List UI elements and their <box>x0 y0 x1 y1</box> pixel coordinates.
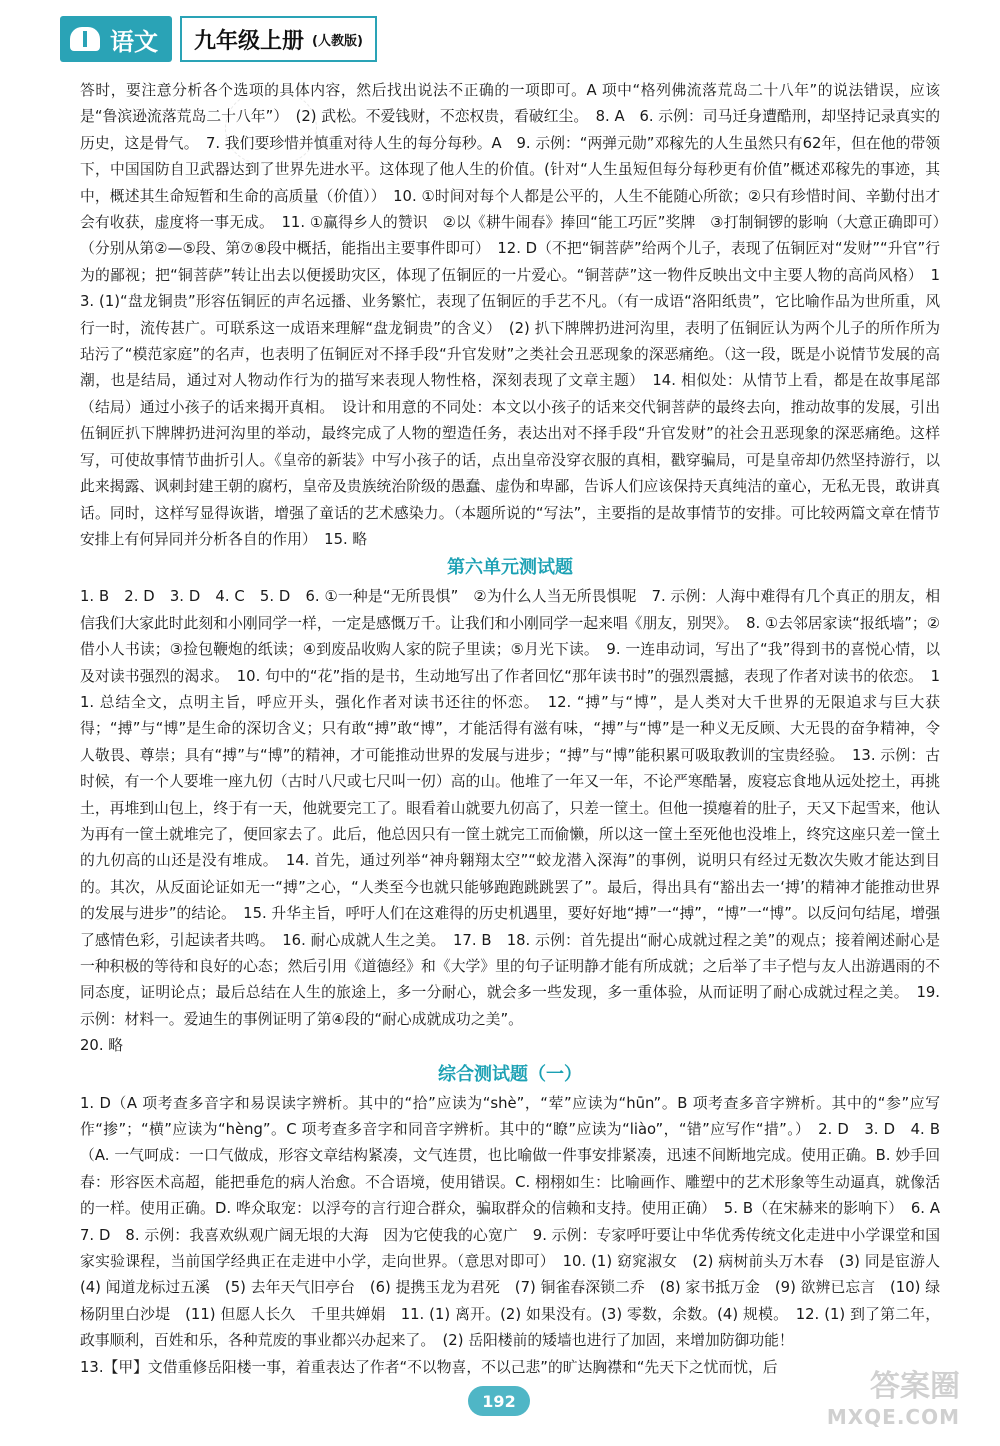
page-number: 192 <box>468 1386 530 1416</box>
answer-paragraph: 20. 略 <box>80 1037 124 1055</box>
watermark-url: MXQE.COM <box>826 1405 960 1429</box>
subject-badge <box>60 16 172 62</box>
answer-paragraph: 答时，要注意分析各个选项的具体内容，然后找出说法不正确的一项即可。A 项中“格列佛流落荒岛二十八年”的说法错误，应该是“鲁滨逊流落荒岛二十八年”） (2) 武松。不爱钱财，不恋权贵，看破红尘。 8. A 6. 示例：司马迁身遭酷刑，却坚持记录真实的历史，这是骨气。 7. 我们要珍惜并慎重对待人生的每分每秒。A 9. 示例：“两弹元勋”邓稼先的人生虽然只有62年，但在他的带领下，中国国防自卫武器达到了世界先进水平。这体现了他人生的价值。(针对“人生虽短但每分每秒更有价值”概述邓稼先的事迹，其中，概述其生命短暂和生命的高质量（价值）） 10. ①时间对每个人都是公平的，人生不能随心所欲；②只有珍惜时间、辛勤付出才会有收获，虚度将一事无成。 11. ①赢得乡人的赞识 ②以《耕牛闹春》捧回“能工巧匠”奖牌 ③打制铜锣的影响（大意正确即可）（分别从第②—⑤段、第⑦⑧段中概括，能指出主要事件即可） 12. D（不把“铜菩萨”给两个儿子，表现了伍铜匠对“发财”“升官”行为的鄙视；把“铜菩萨”转让出去以便援助灾区，体现了伍铜匠的一片爱心。“铜菩萨”这一物件反映出文中主要人物的高尚风格） 13. (1)“盘龙铜贵”形容伍铜匠的声名远播、业务繁忙，表现了伍铜匠的手艺不凡。（有一成语“洛阳纸贵”，它比喻作品为世所重，风行一时，流传甚广。可联系这一成语来理解“盘龙铜贵”的含义） (2) 扒下牌牌扔进河沟里，表明了伍铜匠认为两个儿子的所作所为玷污了“模范家庭”的名声，也表明了伍铜匠对不择手段“升官发财”之类社会丑恶现象的深恶痛绝。（这一段，既是小说情节发展的高潮，也是结局，通过对人物动作行为的描写来表现人物性格，深刻表现了文章主题） 14. 相似处：从情节上看，都是在故事尾部（结局）通过小孩子的话来揭开真相。 设计和用意的不同处：本文以小孩子的话来交代铜菩萨的最终去向，推动故事的发展，引出伍铜匠扒下牌牌扔进河沟里的举动，最终完成了人物的塑造任务，表达出对不择手段“升官发财”的社会丑恶现象的深恶痛绝。这样写，可使故事情节曲折引人。《皇帝的新装》中写小孩子的话，点出皇帝没穿衣服的真相，戳穿骗局，可是皇帝却仍然坚持游行，以此来揭露、讽刺封建王朝的腐朽，皇帝及贵族统治阶级的愚蠢、虚伪和卑鄙，告诉人们应该保持天真纯洁的童心，无私无畏，敢讲真话。同时，这样写显得诙谐，增强了童话的艺术感染力。（本题所说的“写法”，主要指的是故事情节的安排。可比较两篇文章在情节安排上有何异同并分析各自的作用） 15. 略 <box>80 82 940 548</box>
grade-label: 九年级上册 <box>194 28 305 54</box>
answer-content <box>80 78 955 1381</box>
book-icon <box>70 27 100 51</box>
site-watermark <box>826 1369 960 1432</box>
watermark-title: 答案圈 <box>870 1369 960 1404</box>
section-title-unit6: 第六单元测试题 <box>447 557 573 579</box>
answer-paragraph: 1. B 2. D 3. D 4. C 5. D 6. ①一种是“无所畏惧” ②为什么人当无所畏惧呢 7. 示例：人海中难得有几个真正的朋友，相信我们大家此时此刻和小刚同学一样，一定是感慨万千。让我们和小刚同学一起来唱《朋友，别哭》。 8. ①去邻居家读“报纸墙”；②借小人书读；③捡包鞭炮的纸读；④到废品收购人家的院子里读；⑤月光下读。 9. 一连串动词，写出了“我”得到书的喜悦心情，以及对读书强烈的渴求。 10. 句中的“花”指的是书，生动地写出了作者回忆“那年读书时”的强烈震撼，表现了作者对读书的依恋。 11. 总结全文，点明主旨，呼应开头，强化作者对读书还往的怀恋。 12. “搏”与“博”，是人类对大千世界的无限追求与巨大获得；“搏”与“博”是生命的深切含义；只有敢“搏”敢“博”，才能活得有滋有味，“搏”与“博”是一种义无反顾、大无畏的奋争精神，令人敬畏、尊崇；具有“搏”与“博”的精神，才可能推动世界的发展与进步；“搏”与“博”能积累可吸取教训的宝贵经验。 13. 示例：古时候，有一个人要堆一座九仞（古时八尺或七尺叫一仞）高的山。他堆了一年又一年，不论严寒酷暑，废寝忘食地从远处挖土，再挑土，再堆到山包上，终于有一天，他就要完工了。眼看着山就要九仞高了，只差一筐土。但他一摸瘪着的肚子，天又下起雪来，他认为再有一筐土就堆完了，便回家去了。此后，他总因只有一筐土就完工而偷懒，所以这一筐土至死他也没堆上，终究这座只差一筐土的九仞高的山还是没有堆成。 14. 首先，通过列举“神舟翱翔太空”“蛟龙潜入深海”的事例，说明只有经过无数次失败才能达到目的。其次，从反面论证如无一“搏”之心，“人类至今也就只能够跑跑跳跳罢了”。最后，得出具有“豁出去一‘搏’的精神才能推动世界的发展与进步”的结论。 15. 升华主旨，呼吁人们在这难得的历史机遇里，要好好地“搏”一“搏”，“博”一“博”。以反问句结尾，增强了感情色彩，引起读者共鸣。 16. 耐心成就人生之美。 17. B 18. 示例：首先提出“耐心成就过程之美”的观点；接着阐述耐心是一种积极的等待和良好的心态；然后引用《道德经》和《大学》里的句子证明静才能有所成就；之后举了丰子恺与友人出游遇雨的不同态度，证明论点；最后总结在人生的旅途上，多一分耐心，就会多一些发现，多一重体验，从而证明了耐心成就过程之美。 19. 示例：材料一。爱迪生的事例证明了第④段的“耐心成就成功之美”。 <box>80 588 940 1028</box>
edition-label: (人教版) <box>312 33 363 49</box>
page-header <box>60 12 377 66</box>
answer-paragraph: 1. D（A 项考查多音字和易误读字辨析。其中的“拾”应读为“shè”，“荤”应读为“hūn”。B 项考查多音字辨析。其中的“参”应写作“掺”；“横”应读为“hèng”。C 项考查多音字和同音字辨析。其中的“瞭”应读为“liào”，“错”应写作“措”。） 2. D 3. D 4. B（A. 一气呵成：一口气做成，形容文章结构紧凑，文气连贯，也比喻做一件事安排紧凑，迅速不间断地完成。使用正确。B. 妙手回春：形容医术高超，能把垂危的病人治愈。不合语境，使用错误。C. 栩栩如生：比喻画作、雕塑中的艺术形象等生动逼真，就像活的一样。使用正确。D. 哗众取宠：以浮夸的言行迎合群众，骗取群众的信赖和支持。使用正确） 5. B（在宋赫来的影响下） 6. A 7. D 8. 示例：我喜欢纵观广阔无垠的大海 因为它使我的心宽广 9. 示例：专家呼吁要让中华优秀传统文化走进中小学课堂和国家实验课程，当前国学经典正在走进中小学，走向世界。（意思对即可） 10. (1) 窈窕淑女 (2) 病树前头万木春 (3) 同是宦游人 (4) 闻道龙标过五溪 (5) 去年天气旧亭台 (6) 提携玉龙为君死 (7) 铜雀春深锁二乔 (8) 家书抵万金 (9) 欲辨已忘言 (10) 绿杨阴里白沙堤 (11) 但愿人长久 千里共婵娟 11. (1) 离开。(2) 如果没有。(3) 零数，余数。(4) 规模。 12. (1) 到了第二年，政事顺利，百姓和乐，各种荒废的事业都兴办起来了。 (2) 岳阳楼前的矮墙也进行了加固，来增加防御功能！ <box>80 1094 955 1350</box>
answer-paragraph: 13.【甲】文借重修岳阳楼一事，着重表达了作者“不以物喜，不以己悲”的旷达胸襟和“先天下之忧而忧，后 <box>80 1358 778 1376</box>
subject-label: 语文 <box>110 27 158 56</box>
section-title-comprehensive1: 综合测试题（一） <box>438 1063 582 1085</box>
grade-box <box>180 16 377 62</box>
